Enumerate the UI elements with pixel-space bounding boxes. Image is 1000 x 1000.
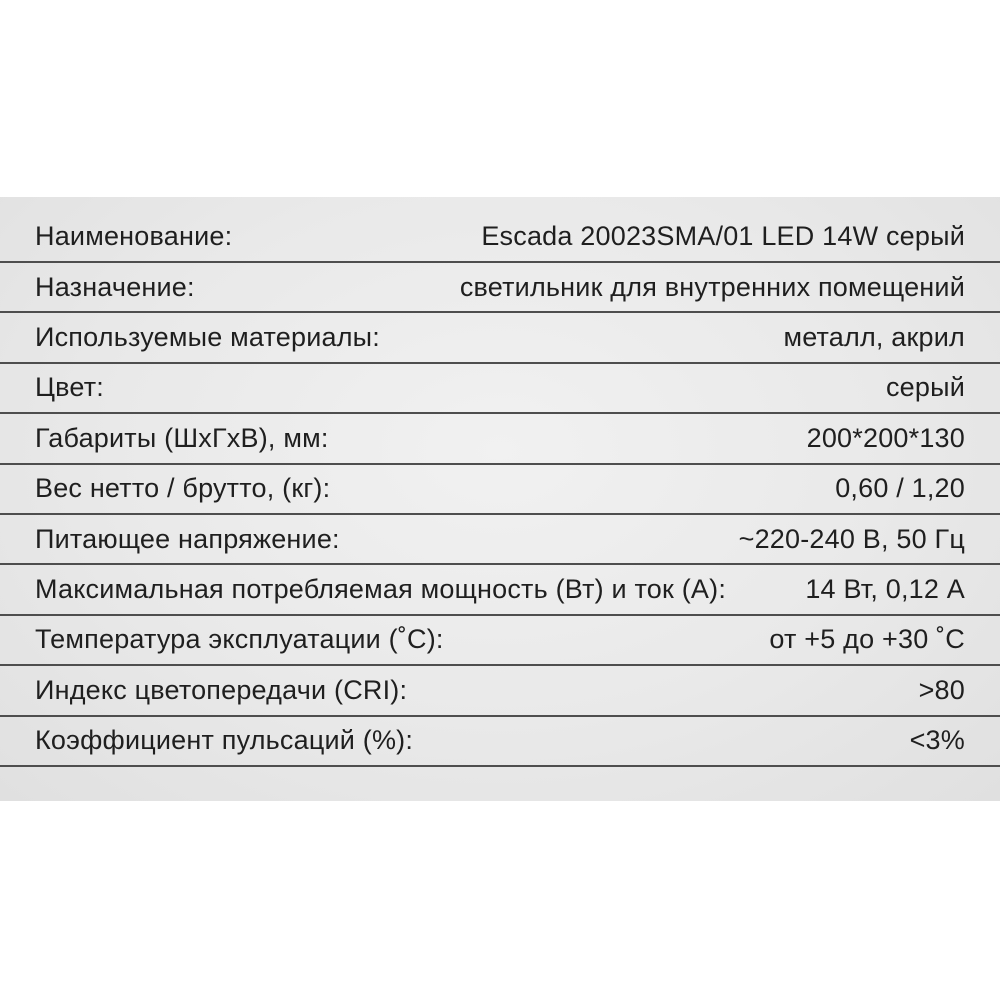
spec-label: Питающее напряжение:	[35, 523, 340, 554]
spec-value: 14 Вт, 0,12 А	[805, 574, 965, 605]
spec-value: серый	[885, 372, 965, 403]
spec-value: ~220-240 В, 50 Гц	[738, 523, 965, 554]
spec-value: 200*200*130	[806, 422, 965, 453]
spec-row-weight	[0, 465, 1000, 515]
spec-label: Габариты (ШхГхВ), мм:	[35, 422, 329, 453]
spec-value: от +5 до +30 ˚С	[769, 624, 965, 655]
spec-label: Коэффициент пульсаций (%):	[35, 725, 414, 756]
spec-row-power-current	[0, 565, 1000, 615]
spec-label: Наименование:	[35, 220, 233, 251]
spec-value: светильник для внутренних помещений	[459, 271, 965, 302]
spec-value: Escada 20023SMA/01 LED 14W серый	[481, 220, 965, 251]
spec-label: Максимальная потребляемая мощность (Вт) и ток (А):	[35, 574, 727, 605]
spec-row-cri	[0, 666, 1000, 716]
spec-table	[0, 197, 1000, 801]
spec-row-purpose	[0, 263, 1000, 313]
spec-label: Температура эксплуатации (˚С):	[35, 624, 444, 655]
spec-value: >80	[918, 674, 965, 705]
spec-row-temperature	[0, 616, 1000, 666]
spec-label: Цвет:	[35, 372, 105, 403]
spec-row-ripple	[0, 717, 1000, 767]
spec-label: Используемые материалы:	[35, 322, 380, 353]
spec-label: Назначение:	[35, 271, 195, 302]
spec-row-name	[0, 197, 1000, 263]
spec-label: Вес нетто / брутто, (кг):	[35, 473, 331, 504]
spec-value: металл, акрил	[783, 322, 965, 353]
spec-value: <3%	[909, 725, 965, 756]
spec-row-voltage	[0, 515, 1000, 565]
spec-row-color	[0, 364, 1000, 414]
spec-row-dimensions	[0, 414, 1000, 464]
spec-row-materials	[0, 313, 1000, 363]
spec-value: 0,60 / 1,20	[835, 473, 965, 504]
spec-label: Индекс цветопередачи (CRI):	[35, 674, 408, 705]
